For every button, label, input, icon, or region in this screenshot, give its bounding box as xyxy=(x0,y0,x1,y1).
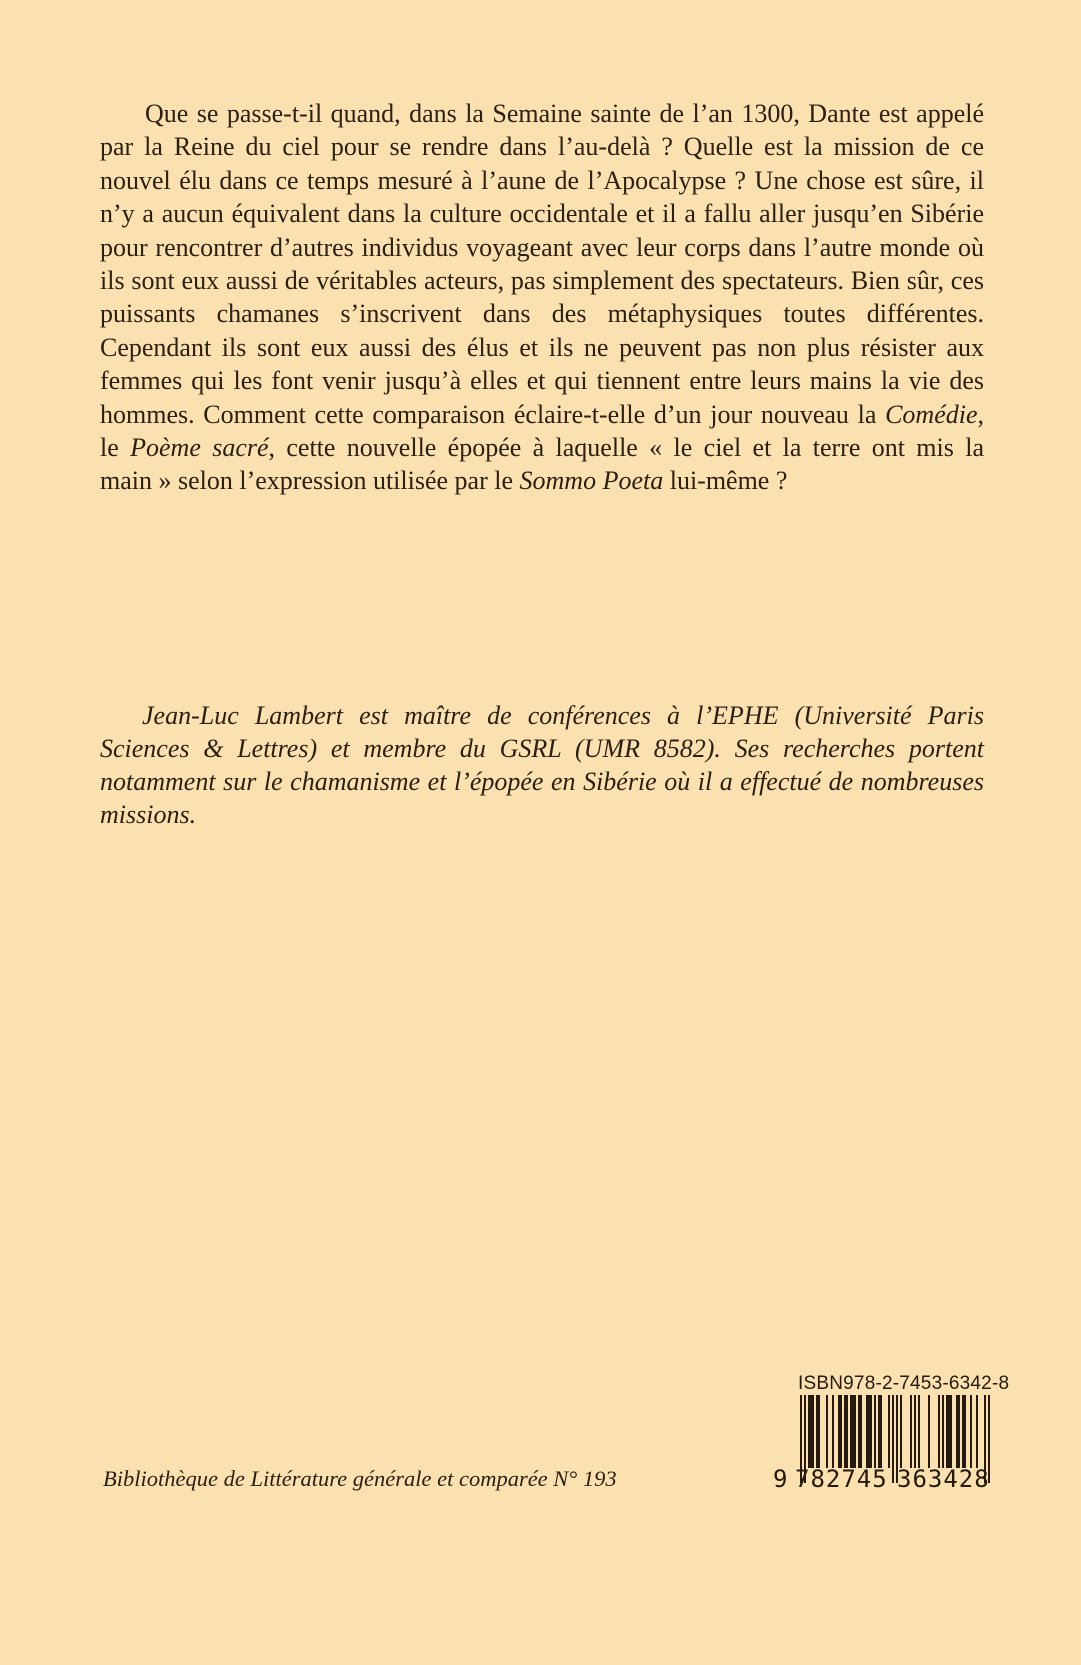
collection-series-label: Bibliothèque de Littérature générale et comparée N° 193 xyxy=(103,1466,617,1491)
barcode-bar xyxy=(854,1395,856,1468)
barcode-bar xyxy=(860,1395,862,1468)
isbn-number: 978-2-7453-6342-8 xyxy=(843,1373,1010,1394)
barcode-bar xyxy=(910,1395,912,1468)
barcode-bar xyxy=(964,1395,966,1468)
barcode-bar xyxy=(950,1395,952,1468)
isbn-text xyxy=(798,1373,1010,1394)
barcode-guard-bar xyxy=(892,1395,894,1483)
barcode-bar xyxy=(942,1395,944,1468)
barcode-bar xyxy=(976,1395,978,1468)
barcode-bar xyxy=(900,1395,902,1468)
barcode-bar xyxy=(840,1395,842,1468)
isbn-label: ISBN xyxy=(798,1373,844,1394)
barcode-bar xyxy=(888,1395,890,1468)
barcode-bar xyxy=(826,1395,828,1468)
barcode-bar xyxy=(880,1395,882,1468)
barcode-bar xyxy=(818,1395,820,1468)
barcode-digit-leading: 9 xyxy=(773,1465,789,1493)
barcode-digits-right-group: 363428 xyxy=(897,1465,990,1493)
barcode-digits-left-group: 782745 xyxy=(795,1465,888,1493)
barcode-bar xyxy=(870,1395,872,1468)
barcode-bar xyxy=(958,1395,960,1468)
barcode-bar xyxy=(832,1395,834,1468)
isbn-barcode-block xyxy=(770,1373,1010,1496)
barcode-bar xyxy=(928,1395,930,1468)
barcode-bar xyxy=(812,1395,814,1468)
barcode-bar xyxy=(970,1395,972,1468)
barcode-bar xyxy=(914,1395,916,1468)
barcode-bar xyxy=(938,1395,940,1468)
author-bio: Jean-Luc Lambert est maître de conférences à l’EPHE (Université Paris Sciences & Lettres) et membre du GSRL (UMR 8582). Ses recherches portent notamment sur le chamanisme et l’épopée en Sibérie où il a effectué de nombreuses missions. xyxy=(100,701,984,829)
barcode-bar xyxy=(874,1395,876,1468)
barcode-bar xyxy=(846,1395,848,1468)
barcode-bar xyxy=(918,1395,920,1468)
blurb-paragraph: Que se passe-t-il quand, dans la Semaine sainte de l’an 1300, Dante est appelé par la Reine du ciel pour se rendre dans l’au-delà ? Quelle est la mission de ce nouvel élu dans ce temps mesuré à l’aune de l’Apocalypse ? Une chose est sûre, il n’y a aucun équivalent dans la culture occidentale et il a fallu aller jusqu’en Sibérie pour rencontrer d’autres individus voyageant avec leur corps dans l’autre monde où ils sont eux aussi de véritables acteurs, pas simplement des spectateurs. Bien sûr, ces puissants chamanes s’inscrivent dans des métaphysiques toutes différentes. Cependant ils sont eux aussi des élus et ils ne peuvent pas non plus résister aux femmes qui les font venir jusqu’à elles et qui tiennent entre leurs mains la vie des hommes. Comment cette comparaison éclaire-t-elle d’un jour nouveau la Comédie, le Poème sacré, cette nouvelle épopée à laquelle « le ciel et la terre ont mis la main » selon l’expression utilisée par le Sommo Poeta lui-même ? xyxy=(100,99,984,496)
